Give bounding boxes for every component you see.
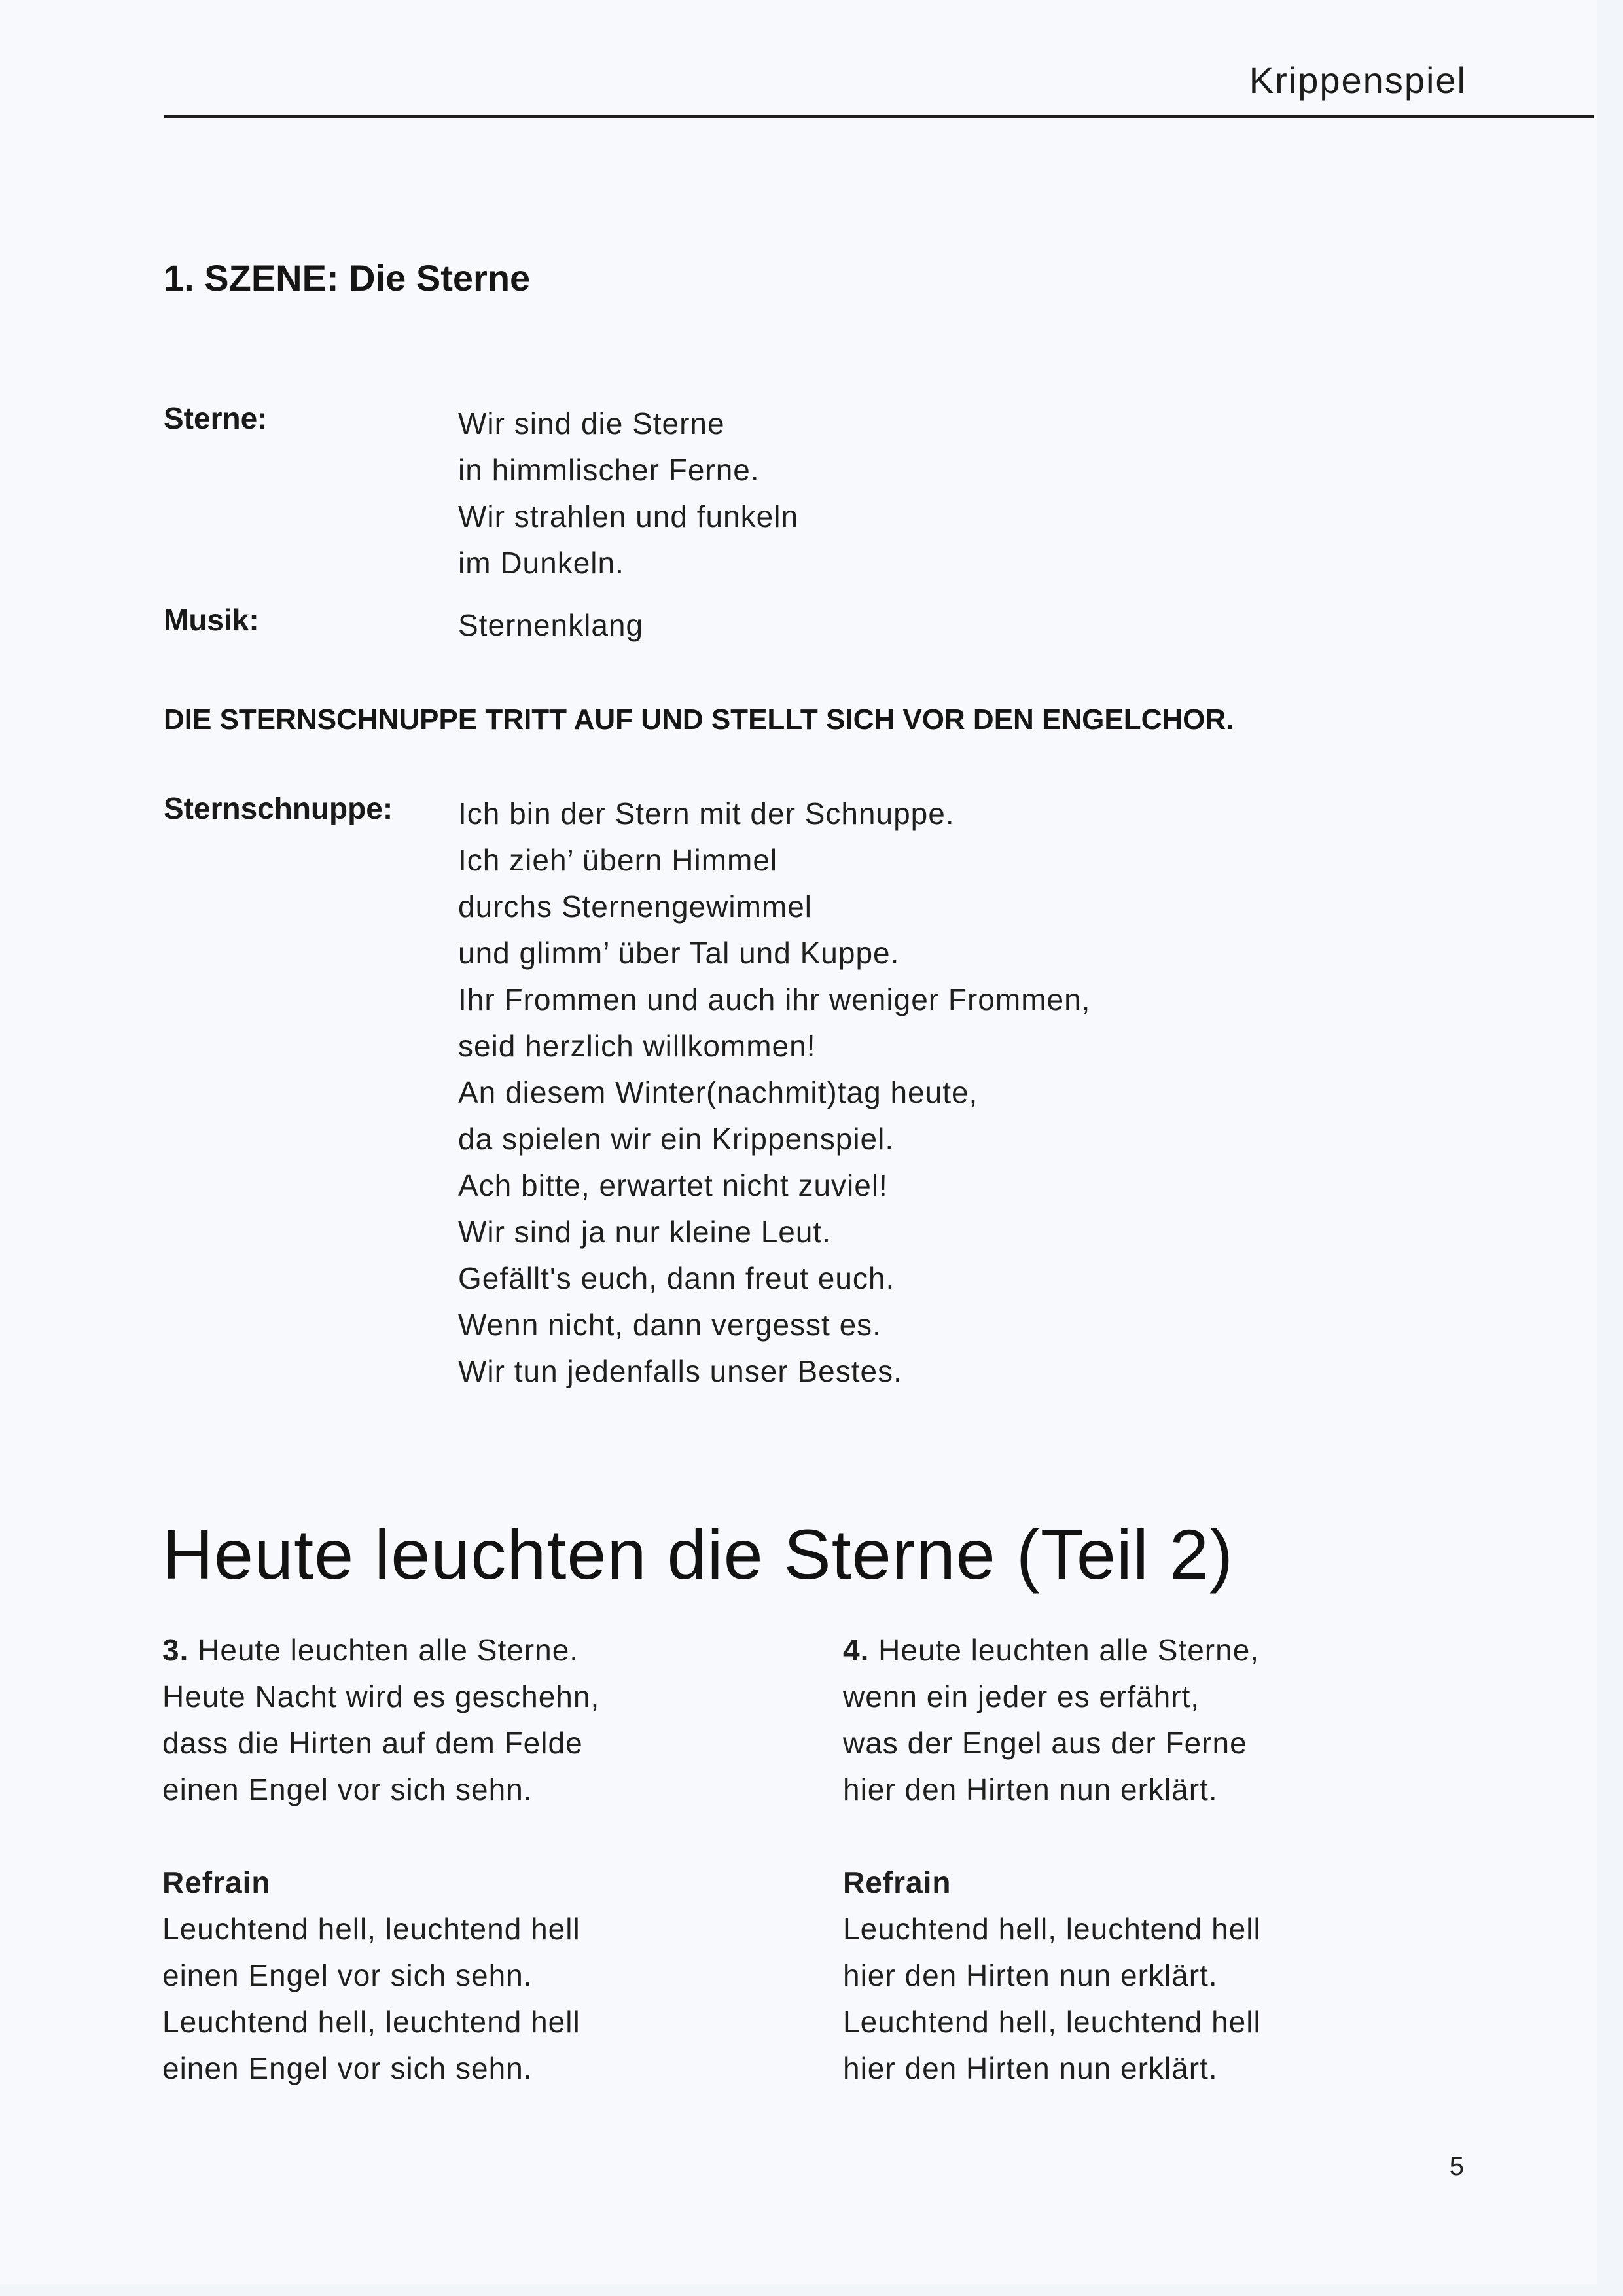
speech-line: An diesem Winter(nachmit)tag heute,: [458, 1075, 978, 1109]
speaker-label-sterne: Sterne:: [164, 401, 268, 435]
speaker-label-sternschnuppe: Sternschnuppe:: [164, 791, 393, 825]
refrain-label: Refrain: [843, 1865, 952, 1899]
verse-first-line: [162, 1627, 599, 1674]
speech-line: und glimm’ über Tal und Kuppe.: [458, 936, 900, 970]
refrain-line: hier den Hirten nun erklärt.: [843, 2051, 1218, 2085]
refrain-label: Refrain: [162, 1865, 271, 1899]
speech-line: im Dunkeln.: [458, 546, 624, 580]
running-header-title: Krippenspiel: [1249, 60, 1467, 101]
speech-line: da spielen wir ein Krippenspiel.: [458, 1122, 895, 1156]
song-title: Heute leuchten die Sterne (Teil 2): [162, 1515, 1234, 1594]
verse-line: Heute leuchten alle Sterne.: [198, 1633, 579, 1667]
speaker-label-musik: Musik:: [164, 603, 259, 637]
refrain-line: Leuchtend hell, leuchtend hell: [843, 1912, 1261, 1946]
song-verse-4: [843, 1627, 1261, 2092]
speech-line: Wir strahlen und funkeln: [458, 499, 799, 533]
speech-line: durchs Sternengewimmel: [458, 889, 813, 924]
speech-sternschnuppe: [458, 791, 1090, 1395]
page-number: 5: [1449, 2152, 1464, 2181]
refrain-line: Leuchtend hell, leuchtend hell: [162, 2005, 580, 2039]
speech-line: Ich bin der Stern mit der Schnuppe.: [458, 797, 955, 831]
song-verse-3: [162, 1627, 599, 2092]
scene-title: 1. SZENE: Die Sterne: [164, 257, 531, 298]
verse-number: 4.: [843, 1633, 870, 1667]
refrain-line: einen Engel vor sich sehn.: [162, 1958, 533, 1992]
stage-direction: DIE STERNSCHNUPPE TRITT AUF UND STELLT SICH VOR DEN ENGELCHOR.: [164, 704, 1234, 736]
speech-line: Ach bitte, erwartet nicht zuviel!: [458, 1168, 888, 1202]
speech-line: Ich zieh’ übern Himmel: [458, 843, 778, 877]
refrain-line: hier den Hirten nun erklärt.: [843, 1958, 1218, 1992]
verse-line: Heute Nacht wird es geschehn,: [162, 1679, 600, 1713]
speech-line: Wir tun jedenfalls unser Bestes.: [458, 1354, 902, 1388]
speech-line: in himmlischer Ferne.: [458, 453, 760, 487]
header-divider: [164, 115, 1594, 118]
speech-line: Wenn nicht, dann vergesst es.: [458, 1308, 882, 1342]
speech-musik: [458, 602, 643, 649]
refrain-line: einen Engel vor sich sehn.: [162, 2051, 533, 2085]
verse-line: dass die Hirten auf dem Felde: [162, 1726, 583, 1760]
refrain-line: Leuchtend hell, leuchtend hell: [843, 2005, 1261, 2039]
verse-line: einen Engel vor sich sehn.: [162, 1772, 533, 1806]
verse-line: wenn ein jeder es erfährt,: [843, 1679, 1200, 1713]
speech-sterne: [458, 401, 798, 586]
verse-line: Heute leuchten alle Sterne,: [878, 1633, 1260, 1667]
speech-line: Gefällt's euch, dann freut euch.: [458, 1261, 895, 1295]
verse-number: 3.: [162, 1633, 189, 1667]
verse-first-line: [843, 1627, 1261, 1674]
verse-line: was der Engel aus der Ferne: [843, 1726, 1247, 1760]
speech-line: Ihr Frommen und auch ihr weniger Frommen,: [458, 982, 1091, 1016]
refrain-line: Leuchtend hell, leuchtend hell: [162, 1912, 580, 1946]
speech-line: Wir sind die Sterne: [458, 406, 725, 440]
speech-line: Wir sind ja nur kleine Leut.: [458, 1215, 832, 1249]
speech-line: Sternenklang: [458, 608, 644, 642]
speech-line: seid herzlich willkommen!: [458, 1029, 816, 1063]
verse-line: hier den Hirten nun erklärt.: [843, 1772, 1218, 1806]
